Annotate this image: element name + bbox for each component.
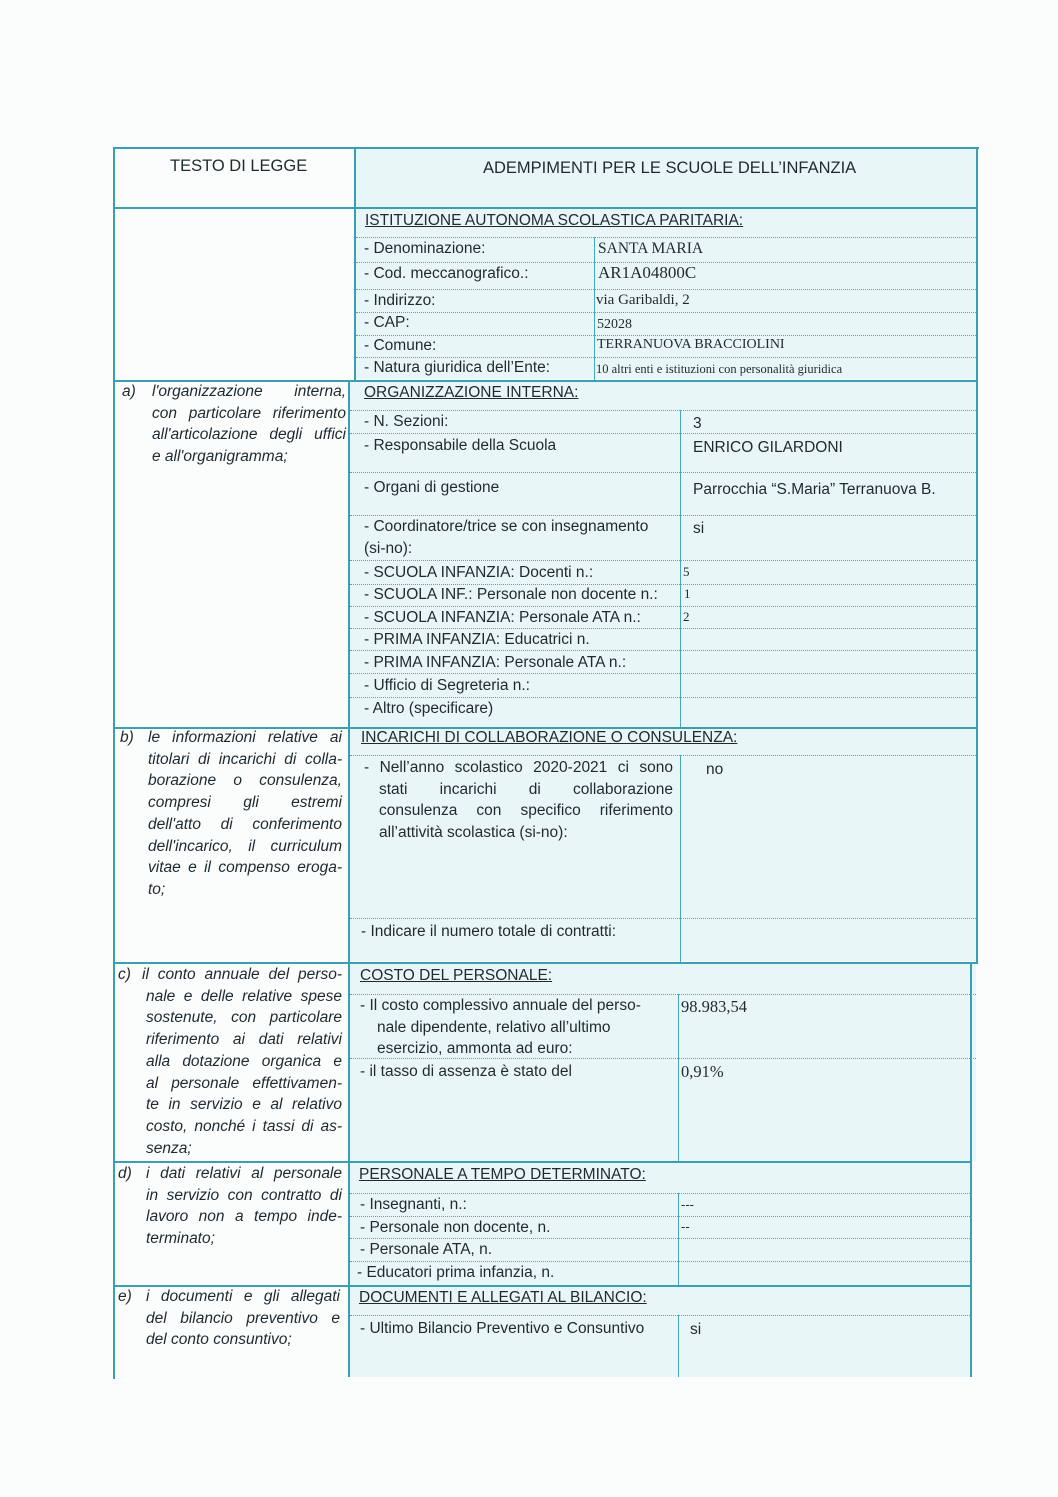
rule-header (113, 207, 977, 209)
tempo-det-value: --- (681, 1197, 694, 1212)
org-value: Parrocchia “S.Maria” Terranuova B. (693, 481, 936, 498)
col-divider (678, 994, 679, 1161)
documenti-title: DOCUMENTI E ALLEGATI AL BILANCIO: (359, 1289, 647, 1306)
istituzione-label: - Natura giuridica dell’Ente: (364, 359, 551, 376)
org-label: - N. Sezioni: (364, 413, 449, 430)
tempo-det-value: -- (681, 1219, 690, 1234)
org-label: - SCUOLA INF.: Personale non docente n.: (364, 586, 658, 603)
section-letter: e) (118, 1288, 132, 1305)
tempo-det-title: PERSONALE A TEMPO DETERMINATO: (359, 1166, 646, 1183)
org-value: 2 (683, 609, 690, 624)
istituzione-label: - Cod. meccanografico.: (364, 265, 529, 282)
istituzione-title: ISTITUZIONE AUTONOMA SCOLASTICA PARITARIA: (365, 212, 744, 229)
costo-title: COSTO DEL PERSONALE: (360, 967, 553, 984)
tempo-det-label: - Personale non docente, n. (360, 1219, 551, 1236)
org-label: - Ufficio di Segreteria n.: (364, 677, 530, 694)
rule (350, 472, 976, 473)
istituzione-value: via Garibaldi, 2 (596, 292, 690, 308)
istituzione-value: TERRANUOVA BRACCIOLINI (597, 337, 785, 352)
org-value: ENRICO GILARDONI (693, 439, 843, 456)
rule (350, 560, 976, 561)
tempo-det-label: - Insegnanti, n.: (360, 1196, 467, 1213)
bilancio-value: si (690, 1321, 702, 1338)
rule (350, 918, 976, 919)
org-value: 3 (693, 415, 702, 432)
costo-value: 98.983,54 (681, 997, 747, 1016)
divider-col-top (354, 149, 356, 381)
istituzione-label: - Indirizzo: (364, 292, 436, 309)
divider-col-main (348, 381, 350, 1377)
header-left: TESTO DI LEGGE (170, 157, 308, 175)
istituzione-label: - Comune: (364, 337, 437, 354)
rule (356, 312, 976, 313)
col-divider (594, 237, 595, 380)
contratti-question: - Indicare il numero totale di contratti: (361, 923, 617, 940)
istituzione-label: - CAP: (364, 314, 410, 331)
org-label-coordinatore: - Coordinatore/trice se con insegnamento (si-no): (364, 518, 649, 557)
tempo-det-label: - Personale ATA, n. (360, 1241, 493, 1258)
rule (350, 1315, 970, 1316)
org-label: - Responsabile della Scuola (364, 437, 557, 454)
section-letter: b) (120, 729, 134, 746)
section-letter: c) (118, 966, 131, 983)
incarichi-question: - Nell’anno scolastico 2020-2021 ci sono stati incarichi di collaborazione consulenza con specifico riferimento all’attività scolastica (si-no): (364, 759, 673, 841)
section-letter: d) (118, 1165, 132, 1182)
assenza-question: - il tasso di assenza è stato del (360, 1063, 572, 1080)
rule (350, 755, 976, 756)
costo-question: - Il costo complessivo annuale del perso- nale dipendente, relativo all’ultimo esercizio, ammonta ad euro: (360, 997, 641, 1057)
org-label: - Altro (specificare) (364, 700, 494, 717)
istituzione-value: AR1A04800C (598, 263, 697, 282)
org-label: - Organi di gestione (364, 479, 500, 496)
org-value: si (693, 520, 705, 537)
istituzione-value: 52028 (597, 317, 632, 332)
bilancio-question: - Ultimo Bilancio Preventivo e Consuntivo (360, 1320, 645, 1337)
org-label: - SCUOLA INFANZIA: Personale ATA n.: (364, 609, 641, 626)
col-divider (678, 1315, 679, 1377)
org-value: 5 (683, 564, 690, 579)
org-title: ORGANIZZAZIONE INTERNA: (364, 384, 579, 401)
section-letter: a) (122, 383, 136, 400)
col-divider (678, 1193, 679, 1285)
assenza-value: 0,91% (681, 1062, 724, 1081)
col-divider (680, 755, 681, 962)
org-label: - PRIMA INFANZIA: Personale ATA n.: (364, 654, 627, 671)
document-page: TESTO DI LEGGE ADEMPIMENTI PER LE SCUOLE DELL’INFANZIA ISTITUZIONE AUTONOMA SCOLASTICA PARITARIA: - Denominazione: SANTA MARIA - Cod. meccanografico.: AR1A04800C - Indirizzo: via Garibaldi, 2 - CAP: 52028 - Comune: TERRANUOVA BRACCIOLINI - Natura giuridica dell’Ente: 10 altri enti e istituzioni con personalità giuridica a) l'organizzazione interna, con particolare riferimento all'articolazione degli uffici e all'organigramma; ORGANIZZAZIONE INTERNA: - N. Sezioni: 3 - Responsabile della Scuola ENRICO GILARDONI - Organi di gestione Parrocchia “S.Maria” Terranuova B. - Coordinatore/trice se con insegnamento (si-no): si - SCUOLA INFANZIA: Docenti n.: 5 - SCUOLA INF.: Personale non docente n.: 1 - SCUOLA INFANZIA: Personale ATA n.: 2 - PRIMA INFANZIA: Educatrici n. - PRIMA INFANZIA: Personale ATA n.: - Ufficio di Segreteria n.: - Altro (specificare) b) le informazioni relative ai titolari di incarichi di colla- borazione o consulenza, compresi gli estremi dell'atto di conferimento dell'incarico, il curriculum vitae e il compenso eroga- to; INCARICHI DI COLLABORAZIONE O CONSULENZA: - Nell’anno scolastico 2020-2021 ci sono stati incarichi di collaborazione consulenza con specifico riferimento all’attività scolastica (si-no): no - Indicare il numero totale di contratti: c) il conto annuale del perso- nale e delle relative spese sostenute, con particolare riferimento ai dati relativi alla dotazione organica e al personale effettivamen- te in servizio e al relativo costo, nonché i tassi di as- senza; COSTO DEL PERSONALE: - Il costo complessivo annuale del perso- nale dipendente, relativo all’ultimo esercizio, ammonta ad euro: 98.983,54 - il tasso di assenza è stato del 0,91% d) i dati relativi al personale in servizio con contratto di lavoro non a tempo inde- terminato; PERSONALE A TEMPO DETERMINATO: - Insegnanti, n.: --- - Personale non docente, n. -- - Personale ATA, n. - Educatori prima infanzia, n. e) i documenti e gli allegati del bilancio preventivo e del conto consuntivo; DOCUMENTI E ALLEGATI AL BILANCIO: - Ultimo Bilancio Preventivo e Consuntivo si (0, 0, 1058, 1497)
istituzione-value: SANTA MARIA (598, 240, 704, 257)
org-value: 1 (684, 586, 691, 601)
incarichi-value: no (706, 761, 724, 778)
right-border-bottom (970, 964, 972, 1377)
header-right: ADEMPIMENTI PER LE SCUOLE DELL’INFANZIA (483, 159, 857, 177)
istituzione-label: - Denominazione: (364, 240, 486, 257)
org-label: - SCUOLA INFANZIA: Docenti n.: (364, 564, 594, 581)
incarichi-title: INCARICHI DI COLLABORAZIONE O CONSULENZA: (361, 729, 738, 746)
rule (350, 433, 976, 434)
org-label: - PRIMA INFANZIA: Educatrici n. (364, 631, 590, 648)
tempo-det-label: - Educatori prima infanzia, n. (357, 1264, 555, 1281)
right-border-top (976, 149, 978, 964)
istituzione-value: 10 altri enti e istituzioni con personalità giuridica (596, 362, 843, 376)
col-divider (680, 410, 681, 727)
